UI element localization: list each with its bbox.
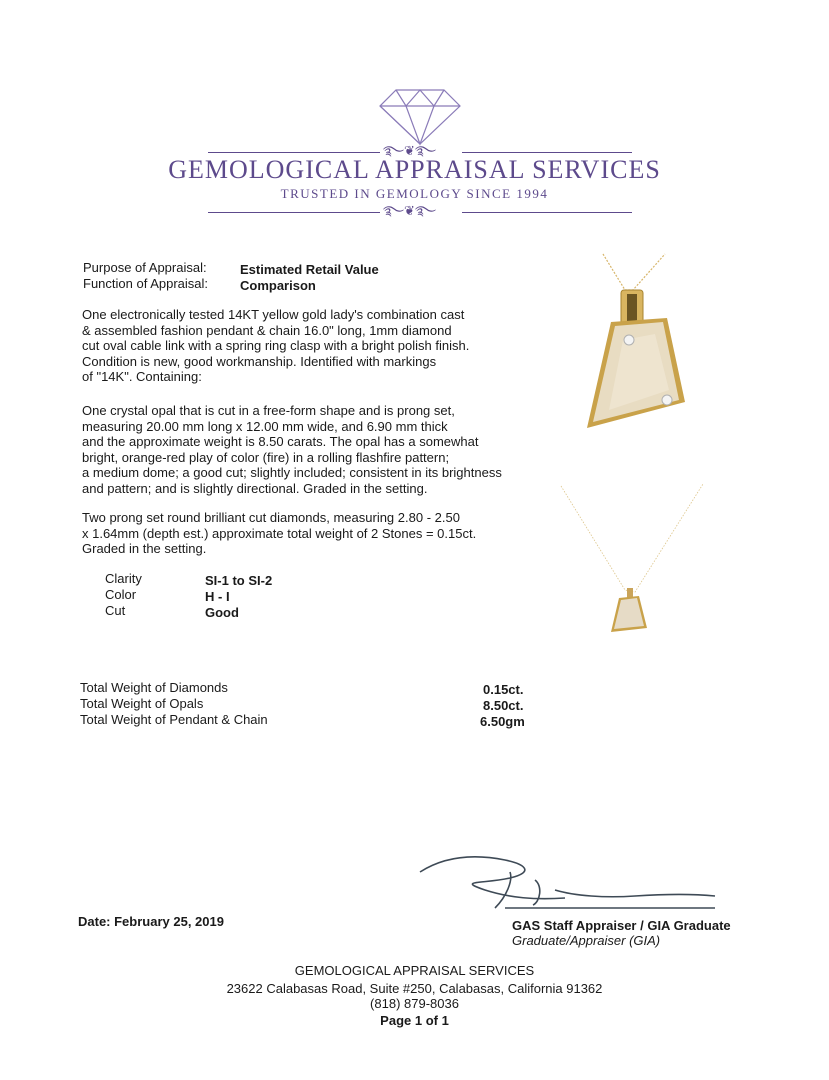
description-line: measuring 20.00 mm long x 12.00 mm wide, and 6.90 mm thick [82, 418, 448, 434]
description-line: One electronically tested 14KT yellow gold lady's combination cast [82, 307, 465, 322]
pendant-chain-image [555, 478, 715, 638]
grading-value-clarity: SI-1 to SI-2 [205, 573, 273, 588]
description-line: and the approximate weight is 8.50 carats. The opal has a somewhat [82, 434, 479, 449]
diamond-logo-icon [378, 86, 462, 146]
total-weight-value: 6.50gm [480, 714, 525, 729]
description-line: One crystal opal that is cut in a free-form shape and is prong set, [82, 403, 455, 418]
grading-label-clarity: Clarity [105, 571, 142, 586]
header-rule-top-left [208, 152, 380, 153]
description-line: and pattern; and is slightly directional. Graded in the setting. [82, 480, 428, 496]
company-name: GEMOLOGICAL APPRAISAL SERVICES [168, 155, 661, 184]
grading-label-cut: Cut [105, 603, 126, 618]
description-line: Condition is new, good workmanship. Identified with markings [82, 353, 437, 369]
appraisal-date: Date: February 25, 2019 [78, 914, 224, 929]
header-rule-top-right [462, 152, 632, 153]
appraiser-signature [415, 850, 745, 920]
description-line: bright, orange-red play of color (fire) in a rolling flashfire pattern; [82, 449, 450, 465]
total-diamonds-value: 0.15ct. [483, 682, 524, 697]
purpose-value: Estimated Retail Value [240, 262, 379, 277]
footer-phone: (818) 879-8036 [370, 996, 459, 1011]
footer-company: GEMOLOGICAL APPRAISAL SERVICES [294, 963, 535, 978]
description-line: cut oval cable link with a spring ring clasp with a bright polish finish. [82, 338, 470, 353]
appraiser-title: GAS Staff Appraiser / GIA Graduate [512, 918, 731, 933]
opal-description [82, 403, 562, 496]
description-line: x 1.64mm (depth est.) approximate total weight of 2 Stones = 0.15ct. [82, 525, 477, 541]
header-rule-bottom-right [462, 212, 632, 213]
item-description [82, 307, 542, 385]
total-opals-label: Total Weight of Opals [80, 696, 204, 711]
function-label: Function of Appraisal: [83, 276, 209, 291]
diamond-description [82, 510, 542, 557]
footer-address: 23622 Calabasas Road, Suite #250, Calabasas, California 91362 [226, 981, 603, 996]
company-tagline: TRUSTED IN GEMOLOGY SINCE 1994 [280, 186, 549, 201]
description-line: of "14K". Containing: [82, 369, 202, 384]
total-diamonds-label: Total Weight of Diamonds [80, 680, 228, 695]
grading-value-color: H - I [205, 589, 230, 604]
scroll-ornament-icon: ࿐❦࿐ [383, 144, 436, 159]
total-opals-value: 8.50ct. [483, 698, 524, 713]
description-line: & assembled fashion pendant & chain 16.0" long, 1mm diamond [82, 322, 452, 338]
grading-value-cut: Good [205, 605, 239, 620]
grading-label-color: Color [105, 587, 137, 602]
description-line: Graded in the setting. [82, 541, 207, 556]
function-value: Comparison [240, 278, 316, 293]
total-weight-label: Total Weight of Pendant & Chain [80, 712, 268, 727]
purpose-label: Purpose of Appraisal: [83, 260, 207, 275]
pendant-closeup-image [575, 250, 695, 440]
appraiser-subtitle: Graduate/Appraiser (GIA) [512, 933, 661, 948]
scroll-ornament-icon: ࿐❦࿐ [383, 204, 436, 219]
page-number: Page 1 of 1 [380, 1013, 449, 1028]
header-rule-bottom-left [208, 212, 380, 213]
description-line: a medium dome; a good cut; slightly included; consistent in its brightness [82, 465, 502, 480]
description-line: Two prong set round brilliant cut diamonds, measuring 2.80 - 2.50 [82, 510, 460, 525]
